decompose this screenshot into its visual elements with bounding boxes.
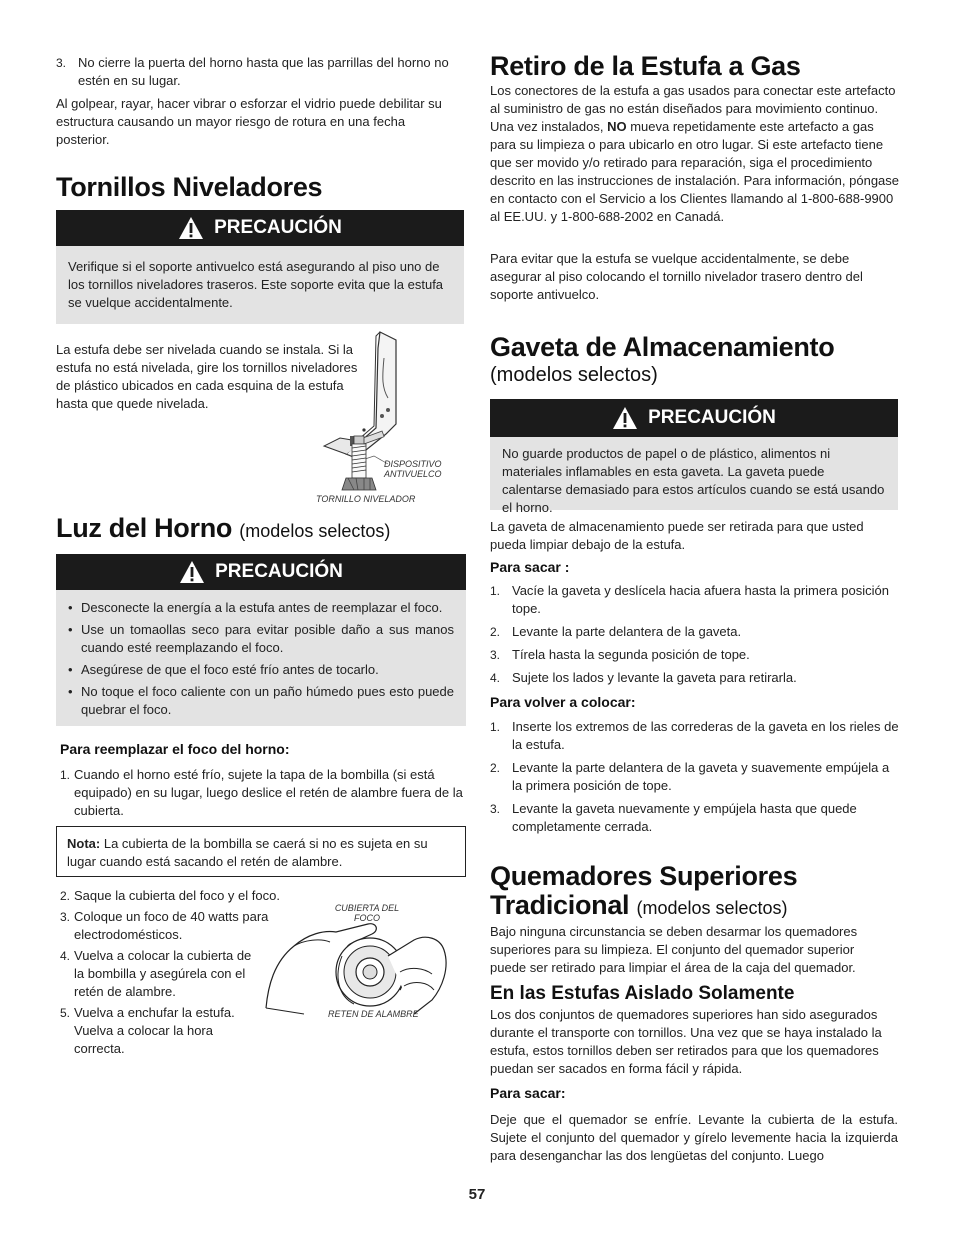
section-title-tradicional: Tradicional — [490, 890, 630, 920]
list-text: Saque la cubierta del foco y el foco. — [74, 888, 280, 903]
anti-tip-bracket-illustration — [284, 328, 424, 506]
section-subtitle-gaveta: (modelos selectos) — [490, 364, 658, 386]
aislado-heading: En las Estufas Aislado Solamente — [490, 983, 795, 1004]
list-text: Levante la gaveta nuevamente y empújela hasta que quede completamente cerrada. — [512, 801, 857, 834]
list-number: 4. — [60, 949, 71, 963]
caution-label: PRECAUCIÓN — [648, 407, 776, 428]
list-number: 1. — [490, 584, 501, 598]
section-title-quemadores-line2 — [490, 890, 788, 923]
list-number: 3. — [56, 56, 67, 70]
list-text: Vuelva a colocar la cubierta de la bombilla y asegúrela con el retén de alambre. — [74, 948, 252, 999]
list-item — [60, 887, 280, 905]
bullet-item: • Asegúrese de que el foco esté frío antes de tocarlo. — [68, 661, 454, 679]
list-item — [490, 623, 900, 641]
list-number: 2. — [490, 625, 501, 639]
list-item — [60, 1004, 250, 1058]
section-subtitle-quemadores: (modelos selectos) — [636, 898, 788, 918]
caution-bullets — [56, 590, 466, 733]
figure-label-antivuelco: DISPOSITIVO ANTIVUELCO — [384, 459, 442, 479]
page-number: 57 — [468, 1186, 486, 1203]
list-number: 1. — [490, 720, 501, 734]
caution-box-luz — [56, 554, 466, 726]
caution-label: PRECAUCIÓN — [214, 217, 342, 238]
note-text: La cubierta de la bombilla se caerá si no es sujeta en su lugar cuando está sacando el retén de alambre. — [67, 836, 428, 869]
list-number: 2. — [490, 761, 501, 775]
caution-text: Verifique si el soporte antivuelco está asegurando al piso uno de los tornillos niveladores traseros. Este soporte evita que la estufa se vuelque accidentalmente. — [68, 259, 444, 310]
list-number: 3. — [490, 802, 501, 816]
list-text: Sujete los lados y levante la gaveta para retirarla. — [512, 670, 797, 685]
list-text: Levante la parte delantera de la gaveta y suavemente empújela a la primera posición de tope. — [512, 760, 890, 793]
bullet-item: • No toque el foco caliente con un paño húmedo pues esto puede quebrar el foco. — [68, 683, 454, 719]
warning-icon — [179, 560, 205, 584]
list-item — [490, 718, 900, 754]
bullet-item: • Desconecte la energía a la estufa antes de reemplazar el foco. — [68, 599, 454, 617]
list-number: 3. — [60, 910, 71, 924]
section-title-luz-main: Luz del Horno — [56, 513, 233, 543]
caution-box-tornillos — [56, 210, 464, 324]
list-number: 4. — [490, 671, 501, 685]
list-number: 5. — [60, 1006, 71, 1020]
list-number: 2. — [60, 889, 71, 903]
list-text: Tírela hasta la segunda posición de tope. — [512, 647, 750, 662]
caution-header — [490, 399, 898, 437]
caution-header — [56, 554, 466, 590]
warning-icon — [178, 216, 204, 240]
remove-burner-text: Deje que el quemador se enfríe. Levante la cubierta de la estufa. Sujete el conjunto del quemador y gírelo levemente hacia la izquierda para desenganchar las dos lengüetas del conjunto. Luego — [490, 1112, 898, 1163]
remove-drawer-heading: Para sacar : — [490, 559, 570, 575]
replace-drawer-steps — [490, 718, 900, 841]
retiro-emphasis-no: NO — [607, 119, 627, 134]
bulb-replacement-illustration — [264, 916, 468, 1016]
retiro-paragraph-2: Para evitar que la estufa se vuelque accidentalmente, se debe asegurar al piso colocando el tornillo nivelador trasero dentro del soporte antivuelco. — [490, 251, 863, 302]
figure-label-tornillo: TORNILLO NIVELADOR — [316, 494, 416, 504]
remove-drawer-steps — [490, 582, 900, 692]
list-item — [490, 582, 900, 618]
aislado-paragraph: Los dos conjuntos de quemadores superiores han sido asegurados durante el transporte con tornillos. Una vez que se haya instalado la estufa, estos tornillos deben ser retirados para que los quemadores puedan ser sacados en forma fácil y rápida. — [490, 1007, 882, 1076]
list-text: No cierre la puerta del horno hasta que las parrillas del horno no estén en su lugar. — [78, 55, 449, 88]
section-subtitle-luz: (modelos selectos) — [239, 521, 391, 541]
list-item — [490, 759, 900, 795]
bullet-item: • Use un tomaollas seco para evitar posible daño a sus manos cuando esté reemplazando el foco. — [68, 621, 454, 657]
list-text: Cuando el horno esté frío, sujete la tapa de la bombilla (si está equipado) en su lugar, luego deslice el retén de alambre fuera de la cubierta. — [74, 767, 463, 818]
list-item — [490, 800, 900, 836]
list-text: Coloque un foco de 40 watts para electrodomésticos. — [74, 909, 269, 942]
list-item — [490, 646, 900, 664]
replace-drawer-heading: Para volver a colocar: — [490, 694, 636, 710]
section-title-gaveta: Gaveta de Almacenamiento — [490, 332, 835, 362]
section-title-quemadores: Quemadores Superiores — [490, 861, 798, 891]
list-text: Vuelva a enchufar la estufa. Vuelva a colocar la hora correcta. — [74, 1005, 235, 1056]
warning-icon — [612, 406, 638, 430]
gaveta-intro: La gaveta de almacenamiento puede ser retirada para que usted pueda limpiar debajo de la estufa. — [490, 519, 864, 552]
caution-header — [56, 210, 464, 246]
list-item — [60, 947, 258, 1001]
list-number: 3. — [490, 648, 501, 662]
retiro-text-b: mueva repetidamente este artefacto a gas para su limpieza o para ubicarlo en otro lugar. Si este artefacto tiene que ser movido y/o retirado para reparación, siga el procedimiento descrito en las instrucciones de instalación. Para información, póngase en contacto con el Servicio a los Clientes llamando al 1-800-688-9900 al EE.UU. y 1-800-688-2002 en Canadá. — [490, 119, 900, 224]
list-text: Inserte los extremos de las correderas de la gaveta en los rieles de la estufa. — [512, 719, 899, 752]
glass-warning-paragraph: Al golpear, rayar, hacer vibrar o esforzar el vidrio puede debilitar su estructura causando un mayor riesgo de rotura en una fecha posterior. — [56, 96, 442, 147]
retiro-paragraph-1 — [490, 82, 900, 226]
note-label: Nota: — [67, 836, 101, 851]
remove-burner-heading: Para sacar: — [490, 1085, 566, 1101]
list-text: Vacíe la gaveta y deslícela hacia afuera hasta la primera posición tope. — [512, 583, 889, 616]
caution-box-gaveta — [490, 399, 898, 515]
list-item — [490, 669, 900, 687]
section-title-luz — [56, 513, 390, 546]
leveling-paragraph: La estufa debe ser nivelada cuando se instala. Si la estufa no está nivelada, gire los tornillos niveladores de plástico ubicados en cada esquina de la estufa hasta que quede nivelada. — [56, 342, 358, 411]
caution-text: No guarde productos de papel o de plástico, alimentos ni materiales inflamables en esta gaveta. La gaveta puede calentarse demasiado para estos artículos cuando se está usando el horno. — [502, 446, 885, 515]
retiro-text-a: Los conectores de la estufa a gas usados para conectar este artefacto al suministro de gas no están diseñados para movimiento continuo. Una vez instalados, — [490, 83, 896, 134]
list-text: Levante la parte delantera de la gaveta. — [512, 624, 742, 639]
note-box — [56, 826, 466, 877]
section-title-retiro: Retiro de la Estufa a Gas — [490, 51, 801, 81]
figure-label-cubierta: CUBIERTA DEL FOCO — [334, 903, 400, 923]
figure-label-reten: RETEN DE ALAMBRE — [328, 1009, 419, 1019]
caution-label: PRECAUCIÓN — [215, 561, 343, 582]
section-title-tornillos: Tornillos Niveladores — [56, 172, 323, 202]
list-item — [60, 766, 464, 820]
list-item — [56, 54, 462, 90]
replace-bulb-heading: Para reemplazar el foco del horno: — [60, 741, 290, 757]
list-number: 1. — [60, 768, 71, 782]
quemadores-intro: Bajo ninguna circunstancia se deben desarmar los quemadores superiores para su limpieza. El conjunto del quemador superior puede ser retirado para limpiar el área de la caja del quemador. — [490, 924, 858, 975]
list-item — [60, 908, 272, 944]
